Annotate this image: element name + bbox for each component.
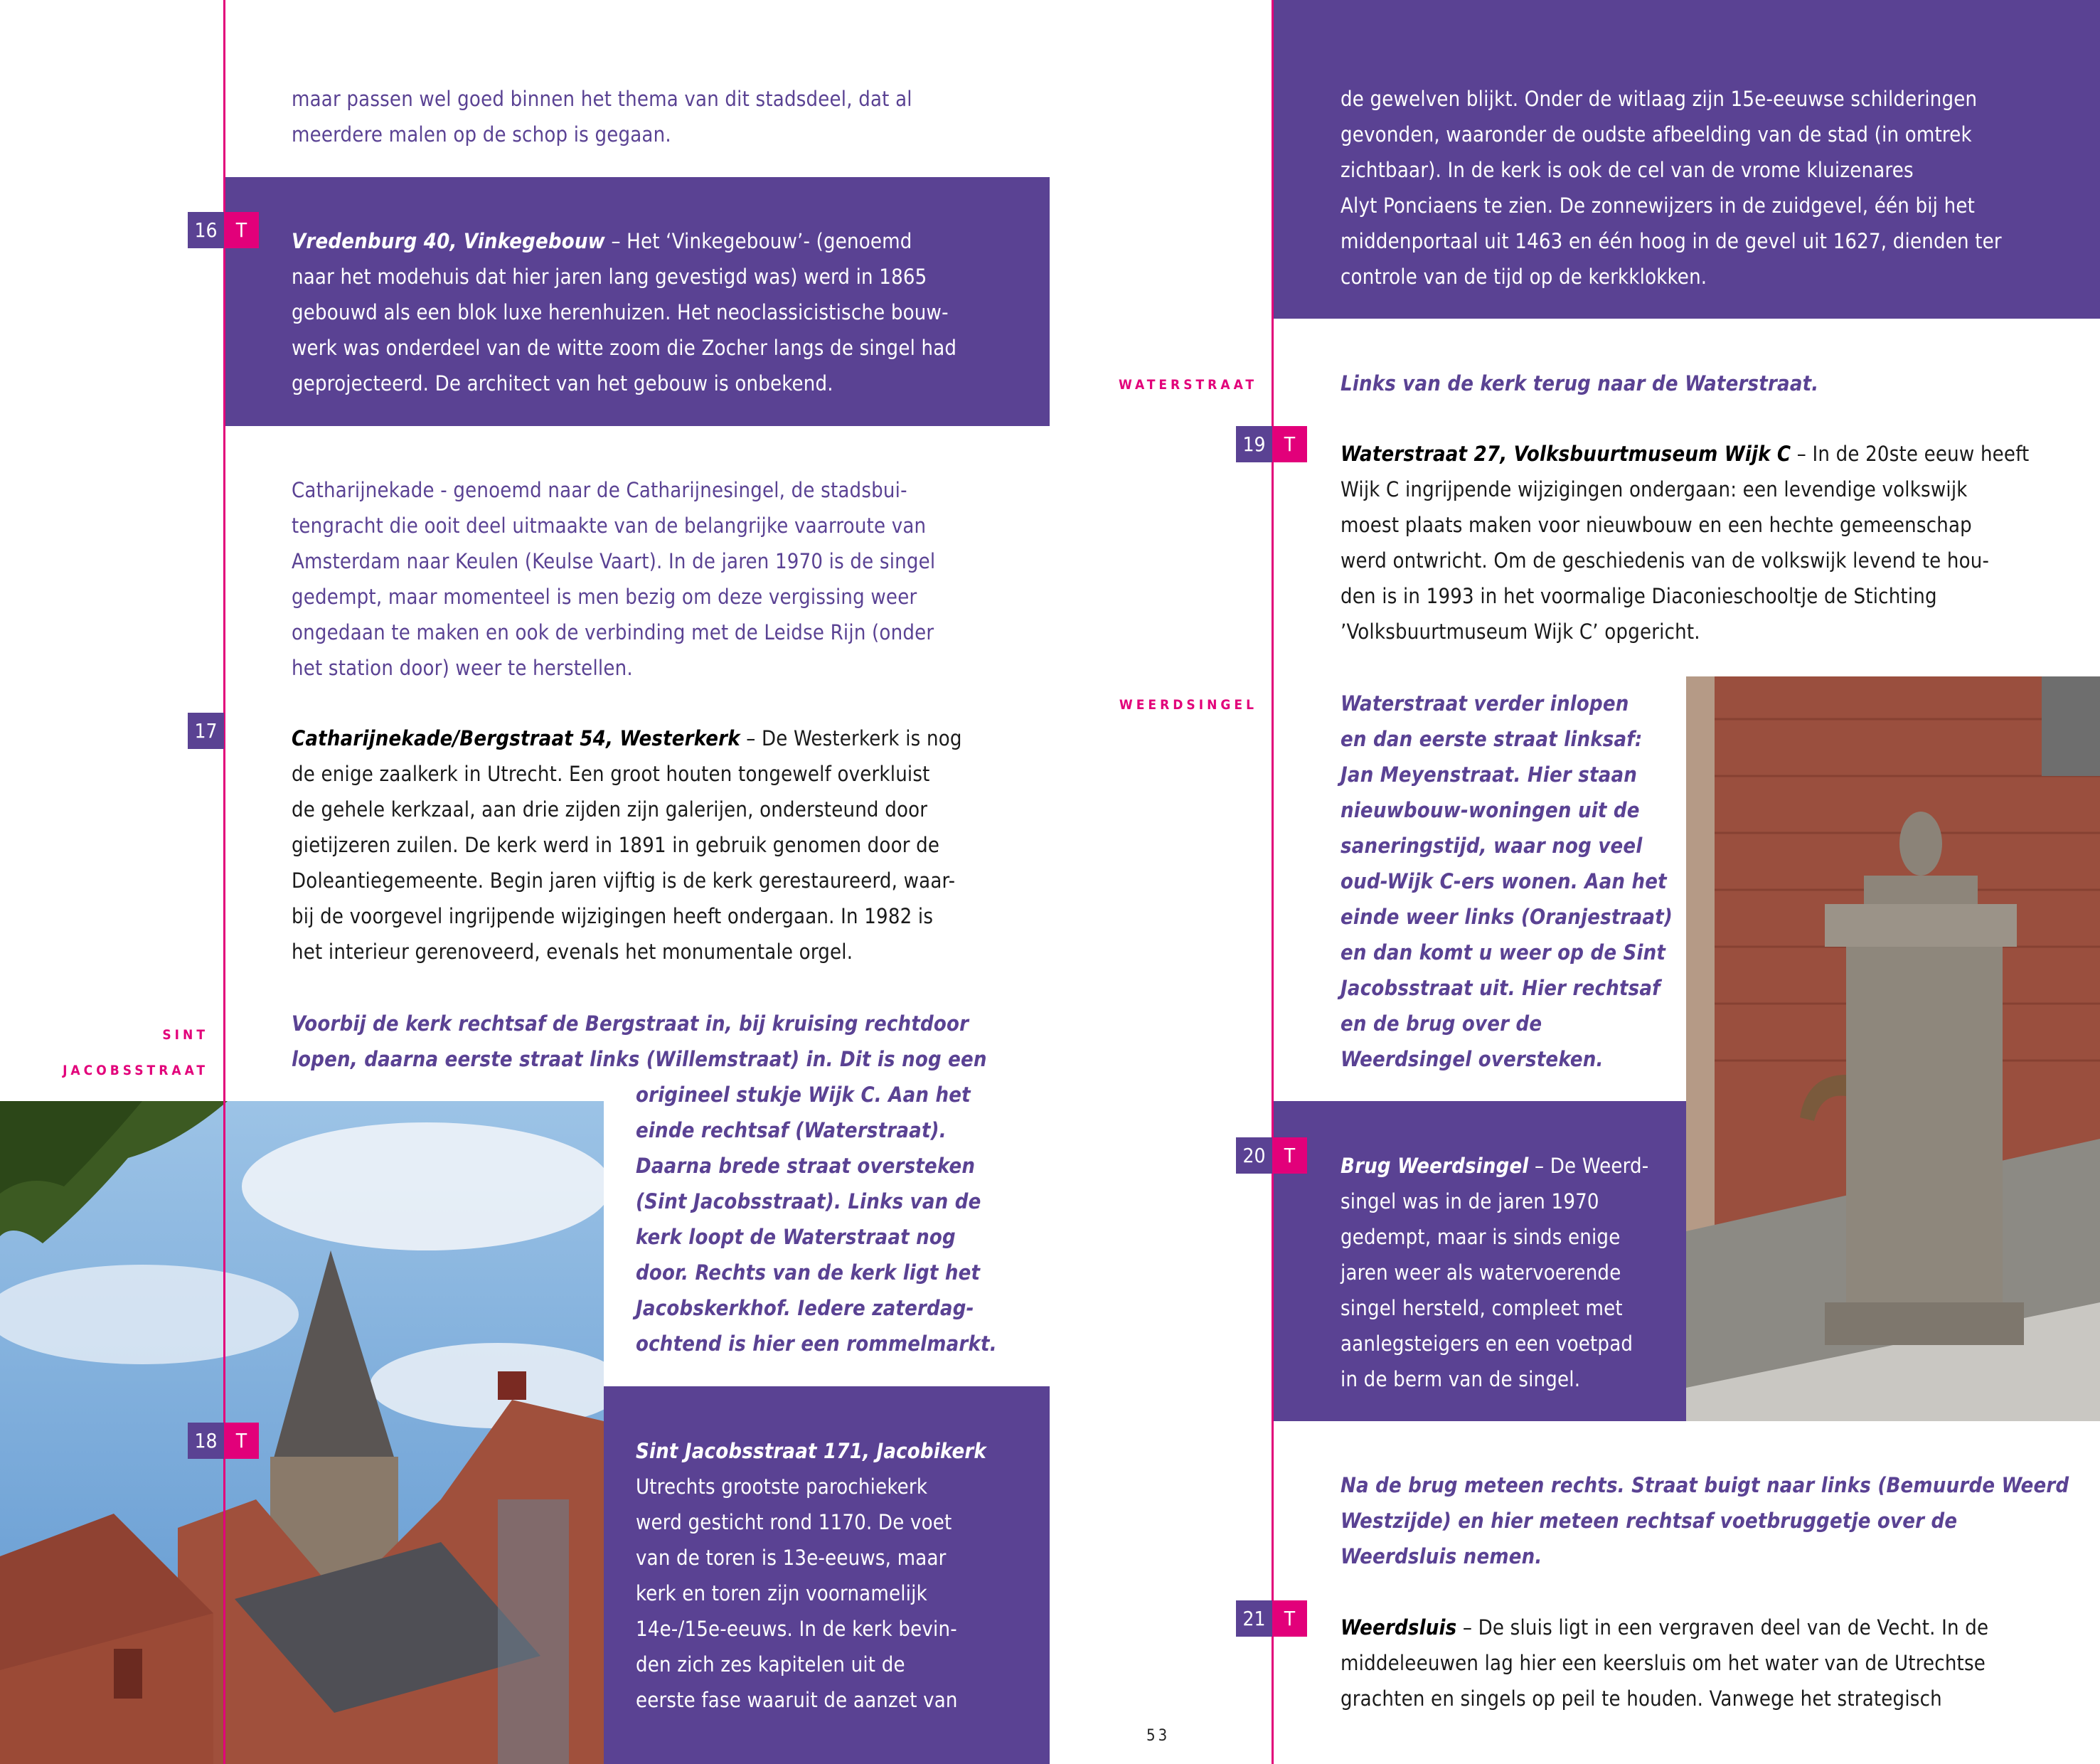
marker-tag: T bbox=[1272, 1600, 1307, 1637]
marker-tag: T bbox=[1272, 1137, 1307, 1174]
church-photo bbox=[0, 1101, 604, 1764]
text-line: Jacobsstraat uit. Hier rechtsaf bbox=[1341, 976, 1661, 1000]
text-line: de gehele kerkzaal, aan drie zijden zijn galerijen, ondersteund door bbox=[292, 797, 928, 822]
text-line: Links van de kerk terug naar de Waterstraat. bbox=[1341, 371, 1819, 395]
text-line bbox=[292, 223, 956, 259]
marker-tag: T bbox=[224, 1423, 259, 1459]
text-line: gietijzeren zuilen. De kerk werd in 1891 in gebruik genomen door de bbox=[292, 833, 940, 857]
marker-number: 17 bbox=[188, 713, 224, 749]
marker-21 bbox=[1236, 1600, 1307, 1637]
text-line: jaren weer als watervoerende bbox=[1341, 1260, 1621, 1285]
text-line: oud-Wijk C-ers wonen. Aan het bbox=[1341, 869, 1667, 893]
marker-18 bbox=[188, 1423, 259, 1459]
marker-tag: T bbox=[224, 212, 259, 248]
text-line: middenportaal uit 1463 en één hoog in de gevel uit 1627, dienden ter bbox=[1341, 229, 2002, 253]
text-line: door. Rechts van de kerk ligt het bbox=[636, 1260, 981, 1285]
item-16-text bbox=[292, 223, 956, 401]
text-line: Jacobskerkhof. Iedere zaterdag- bbox=[636, 1296, 974, 1320]
text-line: den is in 1993 in het voormalige Diaconieschooltje de Stichting bbox=[1341, 584, 1937, 608]
text-line: Na de brug meteen rechts. Straat buigt naar links (Bemuurde Weerd bbox=[1341, 1473, 2069, 1497]
text-segment: – De sluis ligt in een vergraven deel van de Vecht. In de bbox=[1456, 1615, 1989, 1640]
street-label-weerdsingel: WEERDSINGEL bbox=[1119, 697, 1257, 713]
item-21-text bbox=[1341, 1610, 1988, 1716]
marker-17 bbox=[188, 713, 224, 749]
text-segment: – In de 20ste eeuw heeft bbox=[1791, 442, 2030, 466]
catharijnekade-paragraph bbox=[292, 472, 935, 686]
text-line: ’Volksbuurtmuseum Wijk C’ opgericht. bbox=[1341, 620, 1700, 644]
marker-tag: T bbox=[1272, 426, 1307, 462]
text-segment: – De Weerd- bbox=[1528, 1154, 1649, 1178]
street-label-line: SINT bbox=[162, 1027, 208, 1043]
text-line: Alyt Ponciaens te zien. De zonnewijzers in de zuidgevel, één bij het bbox=[1341, 193, 1976, 218]
left-margin-rule bbox=[223, 0, 225, 1764]
text-line: en dan komt u weer op de Sint bbox=[1341, 940, 1666, 965]
text-line bbox=[1341, 1148, 1648, 1184]
marker-number: 16 bbox=[188, 212, 224, 248]
marker-number: 21 bbox=[1236, 1600, 1272, 1637]
text-line: Amsterdam naar Keulen (Keulse Vaart). In de jaren 1970 is de singel bbox=[292, 549, 936, 573]
text-line: Westzijde) en hier meteen rechtsaf voetbruggetje over de bbox=[1341, 1509, 1958, 1533]
text-line: het station door) weer te herstellen. bbox=[292, 656, 633, 680]
text-line: ochtend is hier een rommelmarkt. bbox=[636, 1332, 997, 1356]
marker-number: 18 bbox=[188, 1423, 224, 1459]
text-line: (Sint Jacobsstraat). Links van de bbox=[636, 1189, 981, 1213]
text-line: gedempt, maar momenteel is men bezig om deze vergissing weer bbox=[292, 585, 917, 609]
text-line: kerk loopt de Waterstraat nog bbox=[636, 1225, 956, 1249]
text-line: nieuwbouw-woningen uit de bbox=[1341, 798, 1640, 822]
text-line: en de brug over de bbox=[1341, 1011, 1542, 1036]
text-line bbox=[292, 721, 962, 756]
text-line: 14e-/15e-eeuws. In de kerk bevin- bbox=[636, 1617, 957, 1641]
directions-1 bbox=[1341, 366, 1818, 401]
directions-a bbox=[292, 1006, 987, 1077]
directions-2 bbox=[1341, 686, 1673, 1077]
text-line: werd gesticht rond 1170. De voet bbox=[636, 1510, 952, 1534]
text-line: Weerdsluis nemen. bbox=[1341, 1544, 1542, 1568]
text-line: in de berm van de singel. bbox=[1341, 1367, 1581, 1391]
marker-number: 19 bbox=[1236, 426, 1272, 462]
text-line: kerk en toren zijn voornamelijk bbox=[636, 1581, 927, 1605]
text-line: eerste fase waaruit de aanzet van bbox=[636, 1688, 958, 1712]
text-line: Weerdsingel oversteken. bbox=[1341, 1047, 1604, 1071]
text-line: de gewelven blijkt. Onder de witlaag zijn 15e-eeuwse schilderingen bbox=[1341, 87, 1978, 111]
text-line: den zich zes kapitelen uit de bbox=[636, 1652, 905, 1677]
text-line: origineel stukje Wijk C. Aan het bbox=[636, 1083, 971, 1107]
item-19-text bbox=[1341, 436, 2029, 649]
text-line: het interieur gerenoveerd, evenals het monumentale orgel. bbox=[292, 940, 853, 964]
text-line: Voorbij de kerk rechtsaf de Bergstraat in, bij kruising rechtdoor bbox=[292, 1011, 969, 1036]
item-18-text bbox=[636, 1433, 986, 1718]
item-title: Sint Jacobsstraat 171, Jacobikerk bbox=[636, 1439, 986, 1463]
marker-16 bbox=[188, 212, 259, 248]
page-number: 53 bbox=[1146, 1727, 1171, 1745]
text-line: werd ontwricht. Om de geschiedenis van de volkswijk levend te hou- bbox=[1341, 548, 1990, 573]
street-label-line: JACOBSSTRAAT bbox=[63, 1063, 208, 1078]
item-title: Brug Weerdsingel bbox=[1341, 1154, 1529, 1178]
text-line: geprojecteerd. De architect van het gebouw is onbekend. bbox=[292, 371, 833, 395]
marker-20 bbox=[1236, 1137, 1307, 1174]
directions-b bbox=[636, 1077, 997, 1361]
marker-number: 20 bbox=[1236, 1137, 1272, 1174]
text-line: Waterstraat verder inlopen bbox=[1341, 691, 1629, 716]
text-line bbox=[636, 1433, 986, 1469]
item-title: Catharijnekade/Bergstraat 54, Westerkerk bbox=[292, 726, 740, 750]
directions-3 bbox=[1341, 1467, 2069, 1574]
text-line: tengracht die ooit deel uitmaakte van de belangrijke vaarroute van bbox=[292, 514, 927, 538]
text-line: naar het modehuis dat hier jaren lang gevestigd was) werd in 1865 bbox=[292, 265, 927, 289]
text-line: meerdere malen op de schop is gegaan. bbox=[292, 122, 671, 147]
text-line: saneringstijd, waar nog veel bbox=[1341, 834, 1643, 858]
text-line: Jan Meyenstraat. Hier staan bbox=[1341, 763, 1638, 787]
text-line: singel hersteld, compleet met bbox=[1341, 1296, 1623, 1320]
text-line: Daarna brede straat oversteken bbox=[636, 1154, 976, 1178]
text-line: middeleeuwen lag hier een keersluis om het water van de Utrechtse bbox=[1341, 1651, 1986, 1675]
text-line: ongedaan te maken en ook de verbinding met de Leidse Rijn (onder bbox=[292, 620, 934, 644]
text-line: van de toren is 13e-eeuws, maar bbox=[636, 1546, 947, 1570]
text-line: einde weer links (Oranjestraat) bbox=[1341, 905, 1673, 929]
text-line: bij de voorgevel ingrijpende wijzigingen heeft ondergaan. In 1982 is bbox=[292, 904, 934, 928]
text-line: gevonden, waaronder de oudste afbeelding van de stad (in omtrek bbox=[1341, 122, 1972, 147]
text-line: en dan eerste straat linksaf: bbox=[1341, 727, 1643, 751]
text-line: gebouwd als een blok luxe herenhuizen. Het neoclassicistische bouw- bbox=[292, 300, 949, 324]
item-17-text bbox=[292, 721, 962, 969]
text-line: werk was onderdeel van de witte zoom die Zocher langs de singel had bbox=[292, 336, 957, 360]
text-line: controle van de tijd op de kerkklokken. bbox=[1341, 265, 1707, 289]
text-line: Doleantiegemeente. Begin jaren vijftig is de kerk gerestaureerd, waar- bbox=[292, 868, 956, 893]
street-label-sint-jacobsstraat bbox=[63, 1017, 208, 1088]
marker-19 bbox=[1236, 426, 1307, 462]
text-line: Wijk C ingrijpende wijzigingen ondergaan: een levendige volkswijk bbox=[1341, 477, 1968, 501]
text-line: einde rechtsaf (Waterstraat). bbox=[636, 1118, 947, 1142]
text-line: moest plaats maken voor nieuwbouw en een hechte gemeenschap bbox=[1341, 513, 1972, 537]
text-line: de enige zaalkerk in Utrecht. Een groot houten tongewelf overkluist bbox=[292, 762, 930, 786]
item-title: Waterstraat 27, Volksbuurtmuseum Wijk C bbox=[1341, 442, 1791, 466]
text-line: Catharijnekade - genoemd naar de Catharijnesingel, de stadsbui- bbox=[292, 478, 907, 502]
text-segment: – De Westerkerk is nog bbox=[740, 726, 962, 750]
intro-paragraph bbox=[292, 81, 912, 152]
item-title: Vredenburg 40, Vinkegebouw bbox=[292, 229, 605, 253]
text-line: zichtbaar). In de kerk is ook de cel van de vrome kluizenares bbox=[1341, 158, 1914, 182]
text-line: gedempt, maar is sinds enige bbox=[1341, 1225, 1621, 1249]
text-line bbox=[1341, 436, 2029, 472]
water-pump-photo bbox=[1686, 676, 2100, 1421]
text-line: Utrechts grootste parochiekerk bbox=[636, 1475, 928, 1499]
item-title: Weerdsluis bbox=[1341, 1615, 1457, 1640]
text-line: lopen, daarna eerste straat links (Willemstraat) in. Dit is nog een bbox=[292, 1047, 987, 1071]
right-margin-rule bbox=[1272, 0, 1274, 1764]
text-line: singel was in de jaren 1970 bbox=[1341, 1189, 1599, 1213]
text-line: aanlegsteigers en een voetpad bbox=[1341, 1332, 1633, 1356]
continued-paragraph bbox=[1341, 81, 2002, 294]
text-segment: – Het ‘Vinkegebouw’- (genoemd bbox=[604, 229, 912, 253]
text-line: maar passen wel goed binnen het thema van dit stadsdeel, dat al bbox=[292, 87, 912, 111]
item-20-text bbox=[1341, 1148, 1648, 1397]
street-label-waterstraat: WATERSTRAAT bbox=[1118, 377, 1257, 393]
text-line bbox=[1341, 1610, 1988, 1645]
text-line: grachten en singels op peil te houden. Vanwege het strategisch bbox=[1341, 1686, 1942, 1711]
